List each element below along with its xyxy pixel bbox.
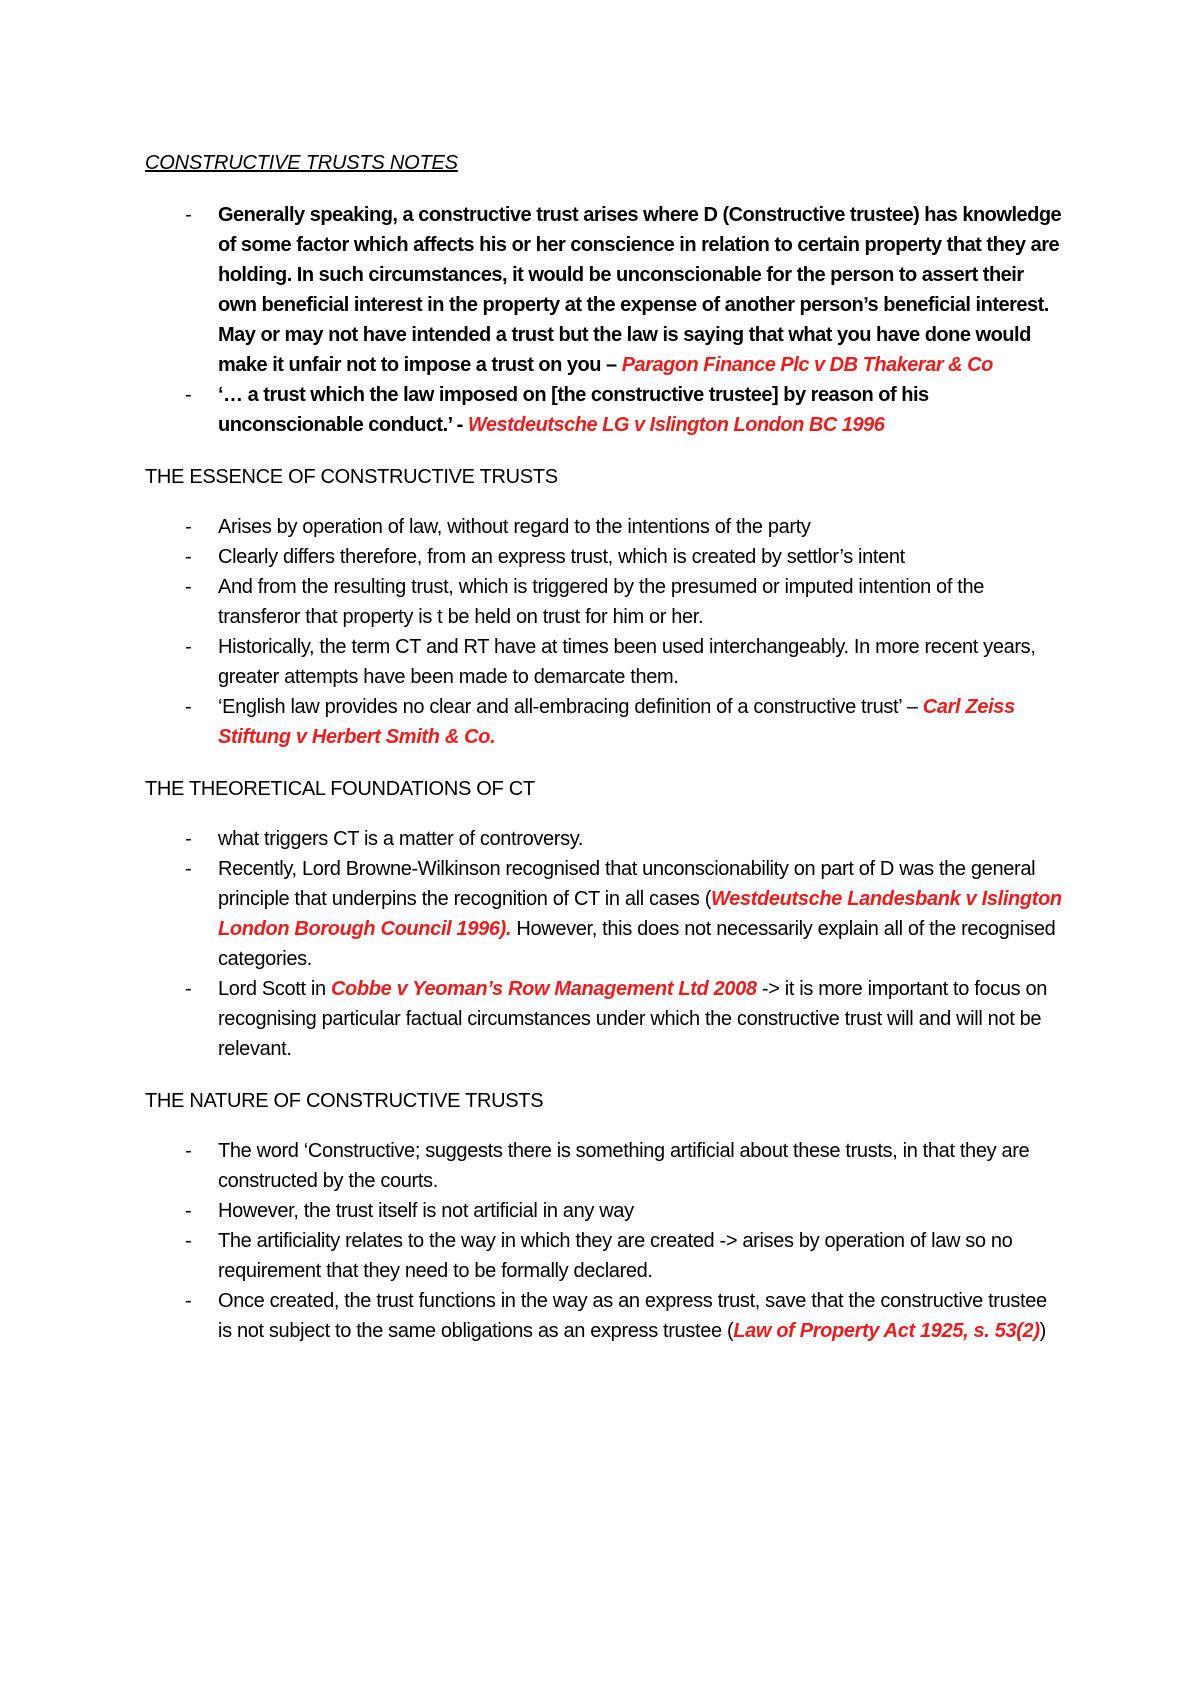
bullet-dash: -	[185, 384, 192, 406]
section-heading-essence: THE ESSENCE OF CONSTRUCTIVE TRUSTS	[145, 466, 558, 488]
item-text: ‘… a trust which the law imposed on [the constructive trustee] by reason of his unconscionable conduct.’ -	[218, 384, 929, 436]
bullet-dash: -	[185, 1140, 192, 1162]
item-text: Generally speaking, a constructive trust arises where D (Constructive trustee) has knowledge of some factor which affects his or her conscience in relation to certain property that they are holding. In such circumstances, it would be unconscionable for the person to assert their own beneficial interest in the property at the expense of another person’s beneficial interest. May or may not have intended a trust but the law is saying that what you have done would make it unfair not to impose a trust on you –	[218, 204, 1062, 376]
item-text: And from the resulting trust, which is triggered by the presumed or imputed intention of the transferor that property is t be held on trust for him or her.	[218, 576, 984, 628]
case-citation: Carl Zeiss Stiftung v Herbert Smith & Co.	[218, 696, 1015, 748]
item-text: Clearly differs therefore, from an express trust, which is created by settlor’s intent	[218, 546, 905, 568]
bullet-dash: -	[185, 858, 192, 880]
bullet-dash: -	[185, 636, 192, 658]
item-text-after: )	[1039, 1320, 1046, 1342]
item-text: Arises by operation of law, without regard to the intentions of the party	[218, 516, 811, 538]
item-text: Historically, the term CT and RT have at times been used interchangeably. In more recent years, greater attempts have been made to demarcate them.	[218, 636, 1036, 688]
list-item	[145, 692, 1065, 752]
list-item	[145, 974, 1065, 1064]
case-citation: Paragon Finance Plc v DB Thakerar & Co	[621, 354, 993, 376]
section-heading-nature: THE NATURE OF CONSTRUCTIVE TRUSTS	[145, 1090, 544, 1112]
bullet-dash: -	[185, 1290, 192, 1312]
list-item	[145, 542, 1065, 572]
case-citation: Law of Property Act 1925, s. 53(2)	[733, 1320, 1040, 1342]
bullet-dash: -	[185, 1200, 192, 1222]
list-item	[145, 632, 1065, 692]
item-text: ‘English law provides no clear and all-embracing definition of a constructive trust’ –	[218, 696, 923, 718]
list-item	[145, 512, 1065, 542]
item-text: Recently, Lord Browne-Wilkinson recognised that unconscionability on part of D was the general principle that underpins the recognition of CT in all cases (	[218, 858, 1036, 910]
bullet-dash: -	[185, 978, 192, 1000]
foundations-list	[145, 824, 1065, 1064]
document-page	[145, 148, 1065, 1346]
item-text: However, the trust itself is not artificial in any way	[218, 1200, 634, 1222]
item-text: Once created, the trust functions in the way as an express trust, save that the constructive trustee is not subject to the same obligations as an express trustee (	[218, 1290, 1047, 1342]
case-citation: Cobbe v Yeoman’s Row Management Ltd 2008	[330, 978, 757, 1000]
bullet-dash: -	[185, 204, 192, 226]
list-item	[145, 1196, 1065, 1226]
item-text: The artificiality relates to the way in which they are created -> arises by operation of law so no requirement that they need to be formally declared.	[218, 1230, 1013, 1282]
item-text: The word ‘Constructive; suggests there is something artificial about these trusts, in that they are constructed by the courts.	[218, 1140, 1030, 1192]
case-citation: Westdeutsche Landesbank v Islington London Borough Council 1996).	[218, 888, 1062, 940]
bullet-dash: -	[185, 546, 192, 568]
intro-list	[145, 200, 1065, 440]
bullet-dash: -	[185, 696, 192, 718]
essence-list	[145, 512, 1065, 752]
list-item	[145, 1286, 1065, 1346]
case-citation: Westdeutsche LG v Islington London BC 1996	[467, 414, 885, 436]
nature-list	[145, 1136, 1065, 1346]
bullet-dash: -	[185, 516, 192, 538]
list-item	[145, 572, 1065, 632]
list-item	[145, 1136, 1065, 1196]
bullet-dash: -	[185, 1230, 192, 1252]
section-heading-foundations: THE THEORETICAL FOUNDATIONS OF CT	[145, 778, 535, 800]
list-item	[145, 824, 1065, 854]
list-item	[145, 854, 1065, 974]
item-text: what triggers CT is a matter of controversy.	[218, 828, 584, 850]
list-item	[145, 200, 1065, 380]
item-text-after: -> it is more important to focus on recognising particular factual circumstances under which the constructive trust will and will not be relevant.	[218, 978, 1048, 1060]
item-text-after: However, this does not necessarily explain all of the recognised categories.	[218, 918, 1056, 970]
document-title: CONSTRUCTIVE TRUSTS NOTES	[145, 152, 458, 174]
bullet-dash: -	[185, 828, 192, 850]
item-text: Lord Scott in	[218, 978, 331, 1000]
list-item	[145, 1226, 1065, 1286]
bullet-dash: -	[185, 576, 192, 598]
list-item	[145, 380, 1065, 440]
